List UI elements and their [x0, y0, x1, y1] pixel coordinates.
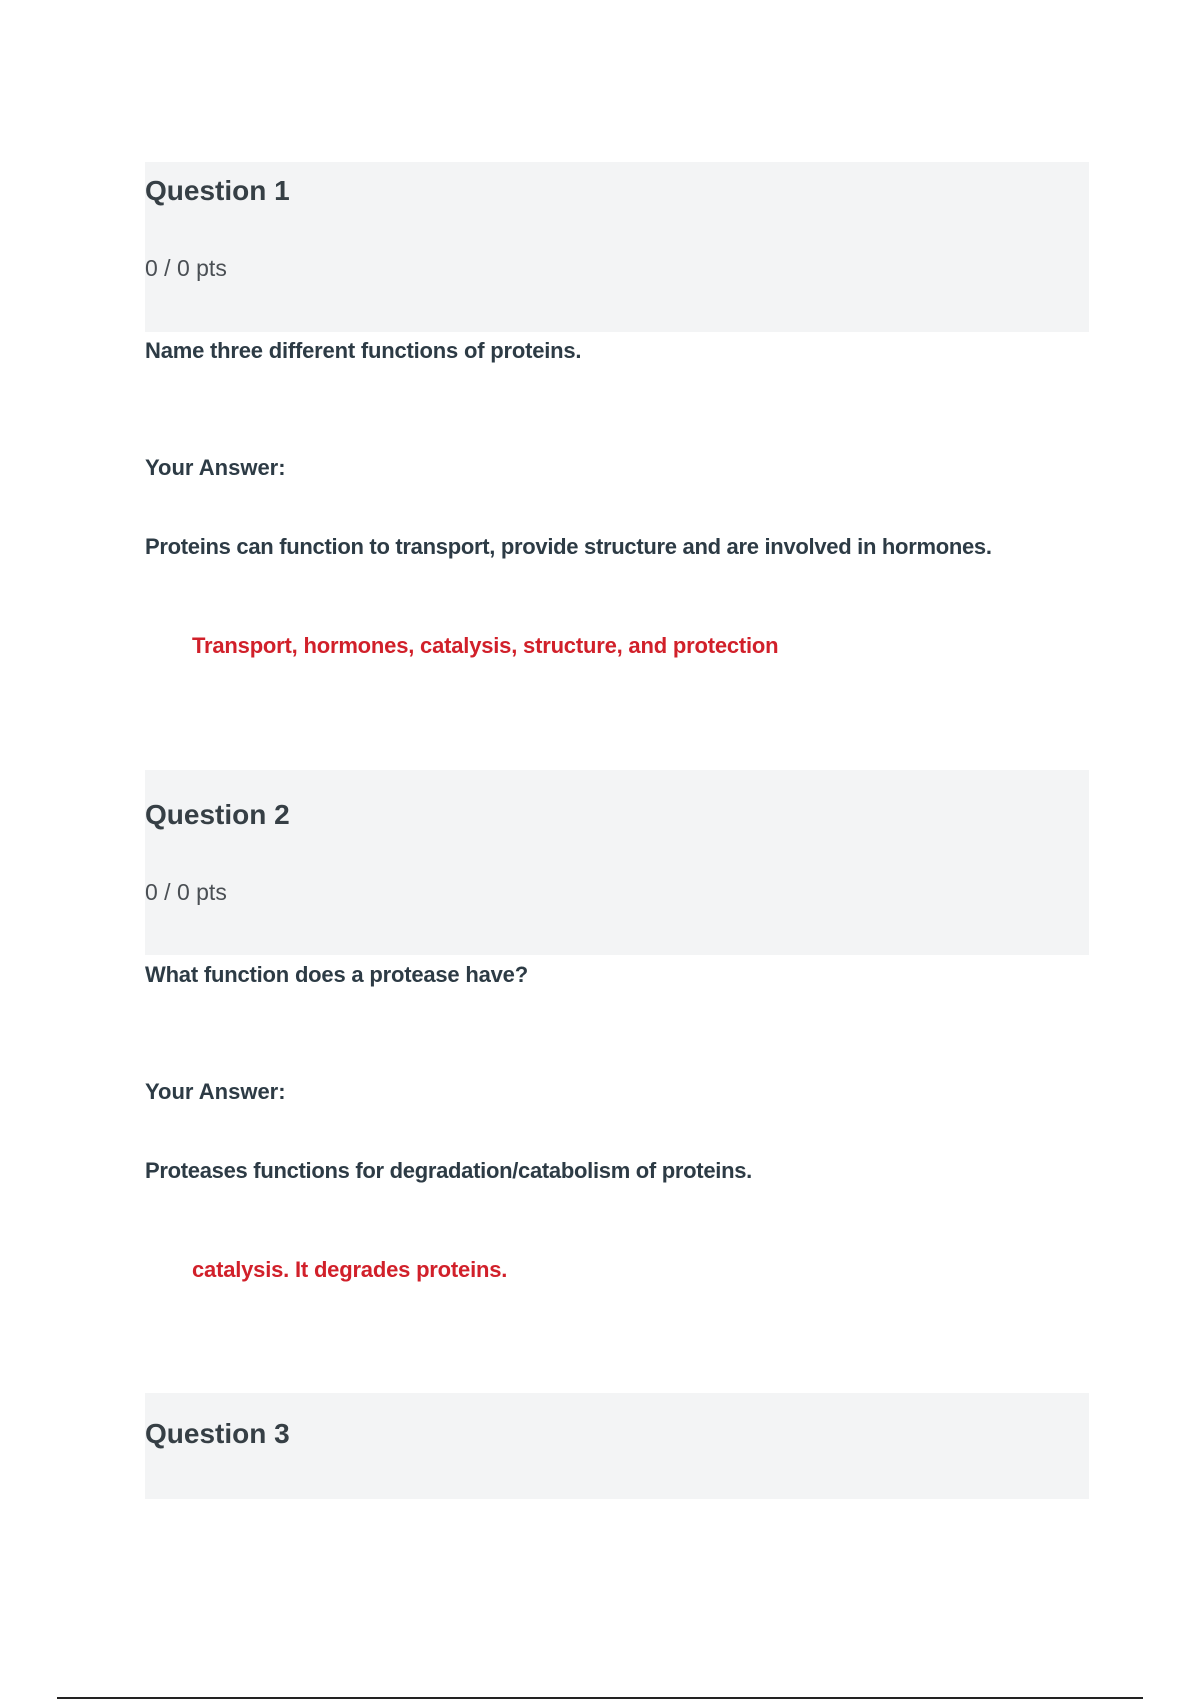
answer-comment: catalysis. It degrades proteins.	[192, 1257, 508, 1282]
question-title: Question 2	[145, 799, 290, 830]
question-points: 0 / 0 pts	[145, 255, 227, 281]
answer-label: Your Answer:	[145, 455, 286, 480]
question-text: Name three different functions of proteins.	[145, 338, 582, 363]
question-title: Question 3	[145, 1418, 290, 1449]
answer-text: Proteins can function to transport, provide structure and are involved in hormones.	[145, 534, 992, 559]
answer-label: Your Answer:	[145, 1079, 286, 1104]
question-header	[145, 770, 1089, 955]
question-2	[145, 770, 1089, 955]
answer-comment: Transport, hormones, catalysis, structure, and protection	[192, 633, 779, 658]
question-points: 0 / 0 pts	[145, 879, 227, 905]
question-header	[145, 162, 1089, 332]
question-1	[145, 162, 1089, 332]
answer-text: Proteases functions for degradation/catabolism of proteins.	[145, 1158, 752, 1183]
question-3	[145, 1393, 1089, 1499]
question-text: What function does a protease have?	[145, 962, 528, 987]
question-title: Question 1	[145, 175, 290, 206]
footer-divider	[57, 1697, 1143, 1699]
question-header	[145, 1393, 1089, 1499]
